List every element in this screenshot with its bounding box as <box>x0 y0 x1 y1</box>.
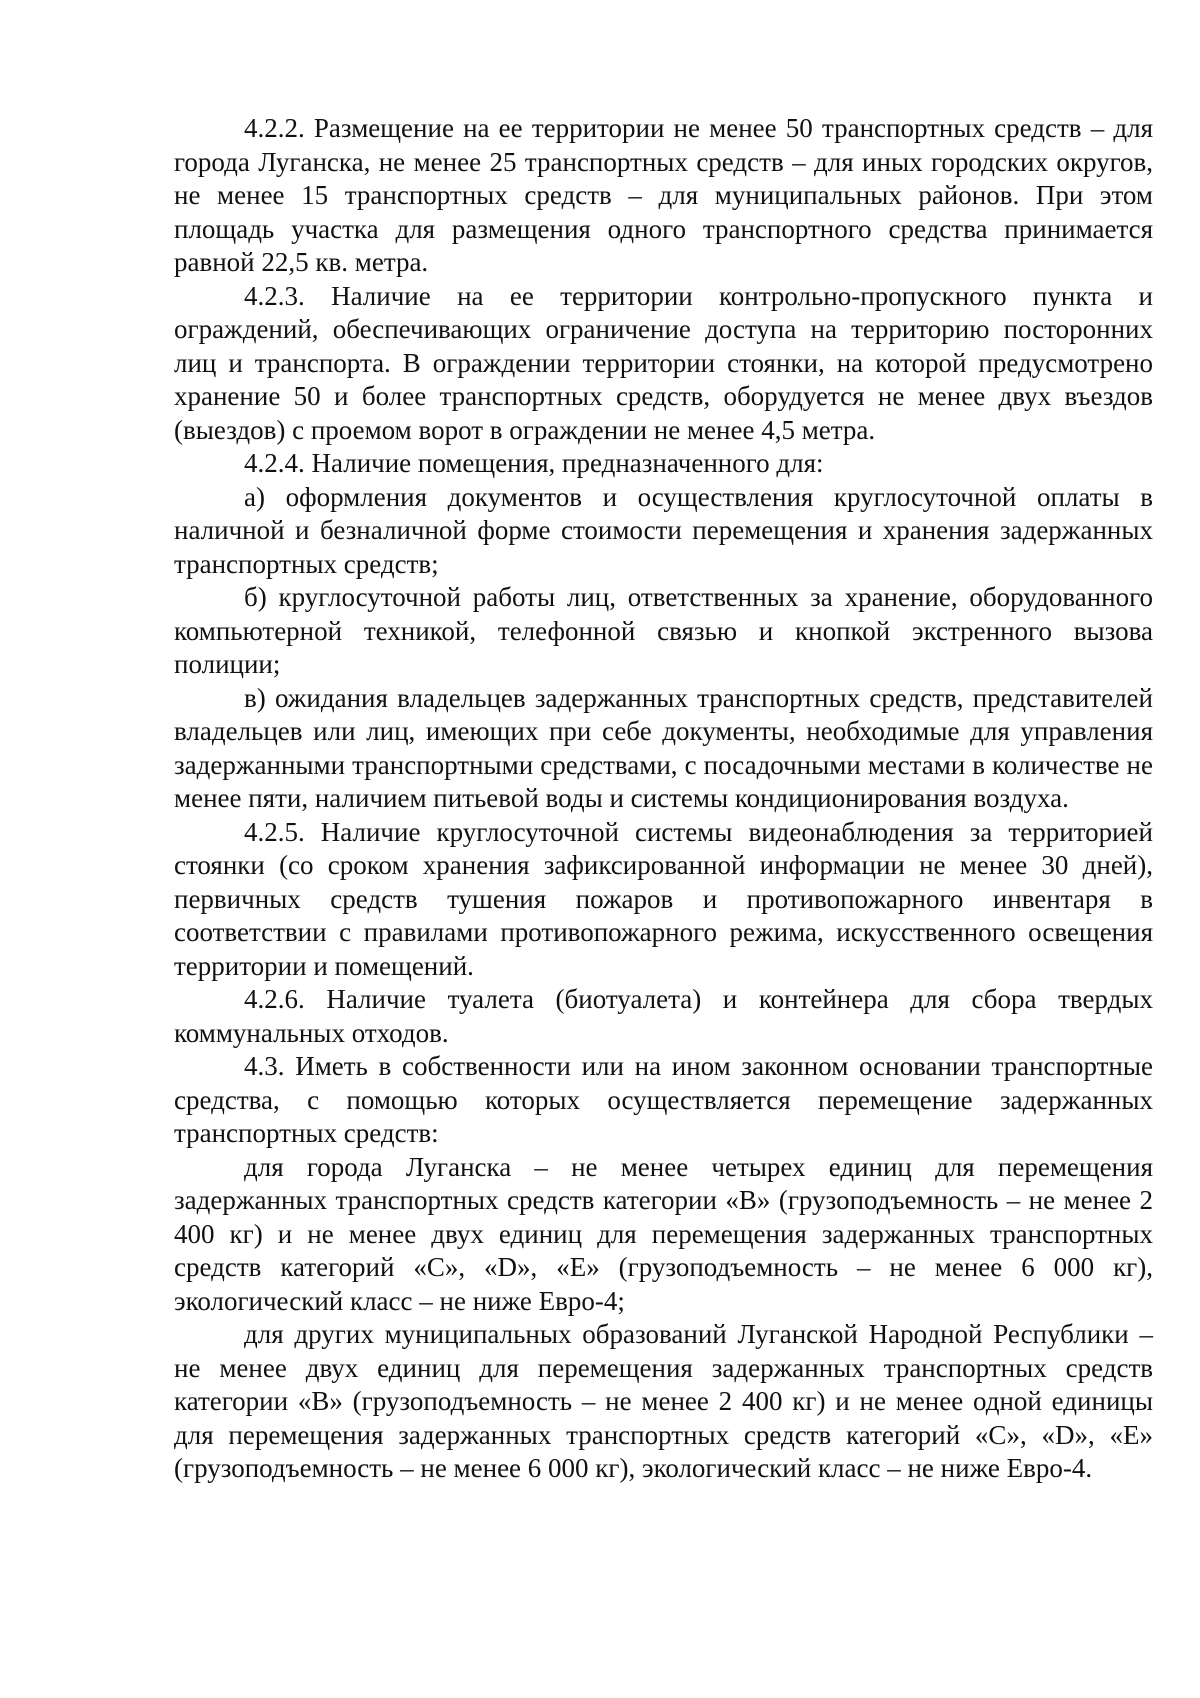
paragraph-4-3: 4.3. Иметь в собственности или на ином законном основании транспортные средства, с помощью которых осуществляется перемещение задержанных транспортных средств: <box>174 1051 1153 1148</box>
document-page <box>174 112 1153 1486</box>
paragraph-4-2-3: 4.2.3. Наличие на ее территории контрольно-пропускного пункта и ограждений, обеспечивающих ограничение доступа на территорию посторонних лиц и транспорта. В ограждении территории стоянки, на которой предусмотрено хранение 50 и более транспортных средств, оборудуется не менее двух въездов (выездов) с проемом ворот в ограждении не менее 4,5 метра. <box>174 280 1153 445</box>
paragraph-4-2-2: 4.2.2. Размещение на ее территории не менее 50 транспортных средств – для города Луганска, не менее 25 транспортных средств – для иных городских округов, не менее 15 транспортных средств – для муниципальных районов. При этом площадь участка для размещения одного транспортного средства принимается равной 22,5 кв. метра. <box>174 113 1153 277</box>
paragraph-4-2-4-a: а) оформления документов и осуществления круглосуточной оплаты в наличной и безналичной форме стоимости перемещения и хранения задержанных транспортных средств; <box>174 481 1153 579</box>
paragraph-4-3-other: для других муниципальных образований Луганской Народной Республики – не менее двух единиц для перемещения задержанных транспортных средств категории «В» (грузоподъемность – не менее 2 400 кг) и не менее одной единицы для перемещения задержанных транспортных средств категорий «С», «D», «Е» (грузоподъемность – не менее 6 000 кг), экологический класс – не ниже Евро-4. <box>174 1319 1153 1483</box>
paragraph-4-2-4-b: б) круглосуточной работы лиц, ответственных за хранение, оборудованного компьютерной техникой, телефонной связью и кнопкой экстренного вызова полиции; <box>174 582 1153 679</box>
paragraph-4-2-5: 4.2.5. Наличие круглосуточной системы видеонаблюдения за территорией стоянки (со сроком хранения зафиксированной информации не менее 30 дней), первичных средств тушения пожаров и противопожарного инвентаря в соответствии с правилами противопожарного режима, искусственного освещения территории и помещений. <box>174 816 1153 981</box>
paragraph-4-2-4-v: в) ожидания владельцев задержанных транспортных средств, представителей владельцев или лиц, имеющих при себе документы, необходимые для управления задержанными транспортными средствами, с посадочными местами в количестве не менее пяти, наличием питьевой воды и системы кондиционирования воздуха. <box>174 682 1153 813</box>
paragraph-4-3-lugansk: для города Луганска – не менее четырех единиц для перемещения задержанных транспортных средств категории «В» (грузоподъемность – не менее 2 400 кг) и не менее двух единиц для перемещения задержанных транспортных средств категорий «С», «D», «Е» (грузоподъемность – не менее 6 000 кг), экологический класс – не ниже Евро-4; <box>174 1151 1153 1316</box>
paragraph-4-2-4: 4.2.4. Наличие помещения, предназначенного для: <box>244 448 824 478</box>
paragraph-4-2-6: 4.2.6. Наличие туалета (биотуалета) и контейнера для сбора твердых коммунальных отходов. <box>174 984 1153 1048</box>
